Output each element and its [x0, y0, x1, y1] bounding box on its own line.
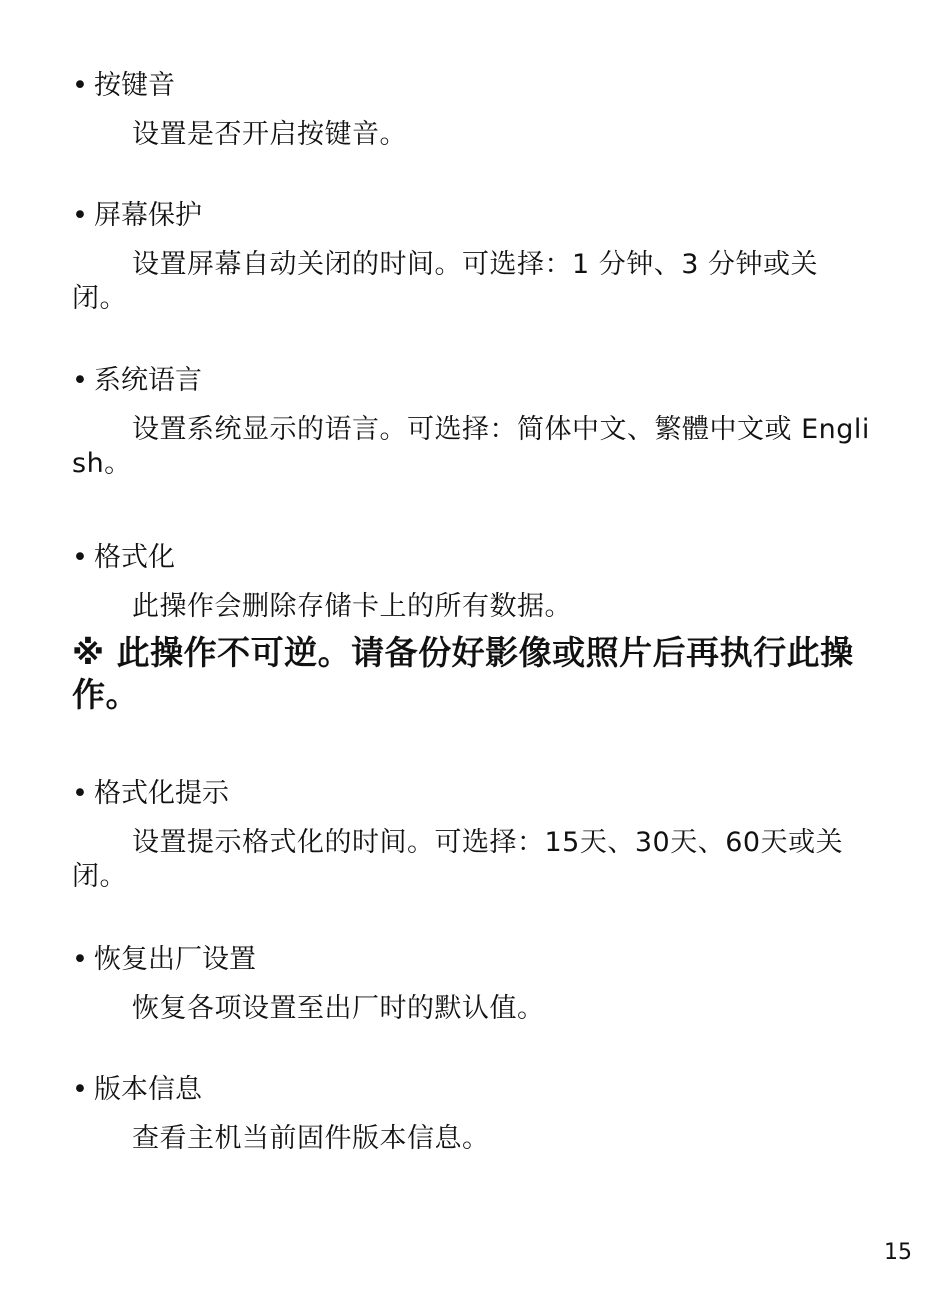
heading-text: 版本信息 — [94, 1074, 202, 1105]
section-heading — [72, 542, 872, 574]
section-system-language — [72, 365, 872, 481]
section-screen-saver — [72, 200, 872, 316]
section-heading — [72, 70, 872, 102]
heading-text: 格式化提示 — [94, 778, 229, 809]
format-warning: ※ 此操作不可逆。请备份好影像或照片后再执行此操作。 — [72, 633, 854, 714]
section-key-tone — [72, 70, 872, 152]
bullet: • — [72, 778, 88, 809]
section-heading — [72, 365, 872, 397]
section-description: 查看主机当前固件版本信息。 — [132, 1123, 490, 1154]
section-description: 恢复各项设置至出厂时的默认值。 — [132, 993, 545, 1024]
section-heading — [72, 778, 872, 810]
section-version-info — [72, 1074, 872, 1156]
section-factory-reset — [72, 944, 872, 1026]
bullet: • — [72, 542, 88, 573]
heading-text: 系统语言 — [94, 365, 202, 396]
section-description: 设置是否开启按键音。 — [132, 119, 407, 150]
section-description: 此操作会删除存储卡上的所有数据。 — [132, 591, 572, 622]
section-format — [72, 542, 872, 624]
heading-text: 格式化 — [94, 542, 175, 573]
section-heading — [72, 200, 872, 232]
section-heading — [72, 1074, 872, 1106]
bullet: • — [72, 944, 88, 975]
page-number: 15 — [884, 1240, 912, 1265]
bullet: • — [72, 1074, 88, 1105]
bullet: • — [72, 70, 88, 101]
section-description: 设置提示格式化的时间。可选择：15天、30天、60天或关闭。 — [72, 827, 844, 892]
heading-text: 屏幕保护 — [94, 200, 202, 231]
section-description: 设置系统显示的语言。可选择：简体中文、繁體中文或 English。 — [72, 414, 870, 479]
bullet: • — [72, 200, 88, 231]
heading-text: 恢复出厂设置 — [94, 944, 256, 975]
section-format-reminder — [72, 778, 872, 894]
heading-text: 按键音 — [94, 70, 175, 101]
section-heading — [72, 944, 872, 976]
bullet: • — [72, 365, 88, 396]
section-description: 设置屏幕自动关闭的时间。可选择：1 分钟、3 分钟或关闭。 — [72, 249, 819, 314]
